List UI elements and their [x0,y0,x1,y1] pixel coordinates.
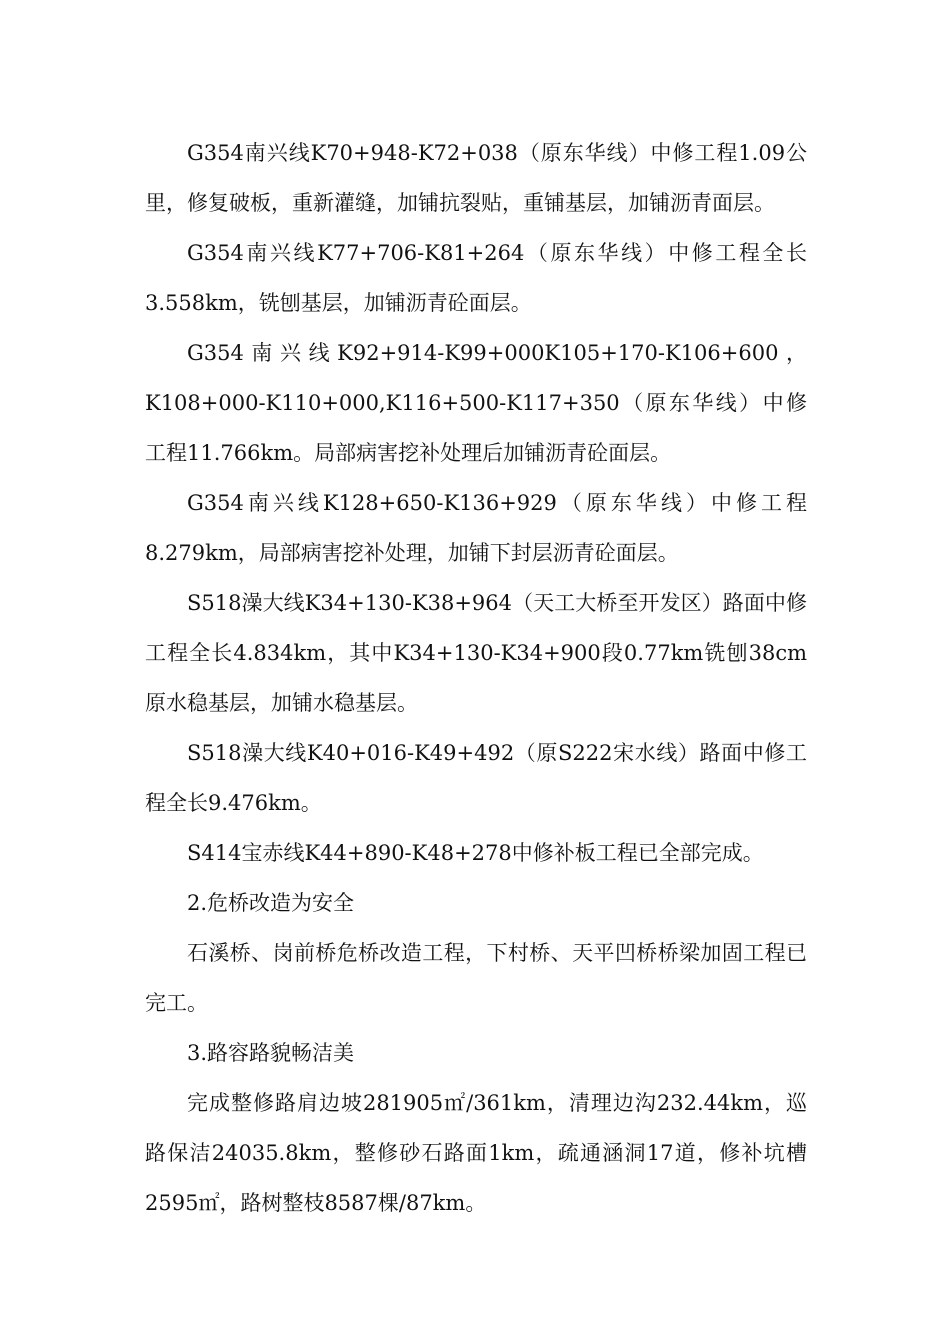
section-heading-road-appearance: 3.路容路貌畅洁美 [187,1041,355,1065]
paragraph-g354-k128: G354南兴线K128+650-K136+929（原东华线）中修工程8.279km，局部病害挖补处理，加铺下封层沥青砼面层。 [145,491,807,565]
paragraph-g354-k70: G354南兴线K70+948-K72+038（原东华线）中修工程1.09公里，修复破板，重新灌缝，加铺抗裂贴，重铺基层，加铺沥青面层。 [145,141,807,215]
paragraph-road-maintenance: 完成整修路肩边坡281905㎡/361km，清理边沟232.44km，巡路保洁24035.8km，整修砂石路面1km，疏通涵洞17道，修补坑槽2595㎡，路树整枝8587棵/87km。 [145,1091,807,1215]
paragraph-g354-k92: G354南兴线K92+914-K99+000K105+170-K106+600，K108+000-K110+000,K116+500-K117+350（原东华线）中修工程11.766km。局部病害挖补处理后加铺沥青砼面层。 [145,341,807,465]
paragraph-s414-k44: S414宝赤线K44+890-K48+278中修补板工程已全部完成。 [187,841,764,865]
paragraph-bridge-renovation: 石溪桥、岗前桥危桥改造工程，下村桥、天平凹桥桥梁加固工程已完工。 [145,941,807,1015]
paragraph-s518-k40: S518澡大线K40+016-K49+492（原S222宋水线）路面中修工程全长9.476km。 [145,741,807,815]
paragraph-s518-k34: S518澡大线K34+130-K38+964（天工大桥至开发区）路面中修工程全长4.834km，其中K34+130-K34+900段0.77km铣刨38cm原水稳基层，加铺水稳基层。 [145,591,807,715]
section-heading-bridge: 2.危桥改造为安全 [187,891,355,915]
document-body [145,128,807,1228]
paragraph-g354-k77: G354南兴线K77+706-K81+264（原东华线）中修工程全长3.558km，铣刨基层，加铺沥青砼面层。 [145,241,807,315]
